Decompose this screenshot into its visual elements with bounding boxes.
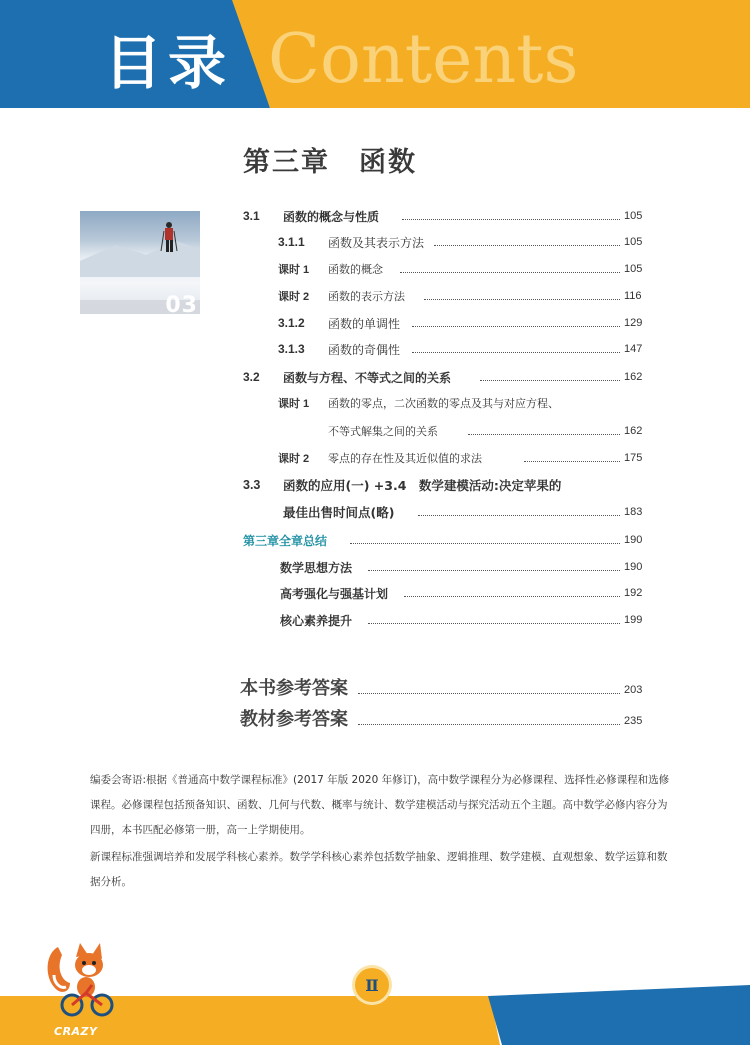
toc-label: 函数的概念: [328, 263, 383, 276]
toc-entry[interactable]: [278, 447, 482, 469]
toc-entry[interactable]: [278, 312, 400, 334]
toc-label: 函数的单调性: [328, 316, 401, 331]
answers-textbook-label: 教材参考答案: [240, 709, 348, 730]
toc-number: 3.2: [243, 370, 260, 384]
toc-label: 高考强化与强基计划: [280, 586, 389, 601]
editor-note-paragraph-2: 新课程标准强调培养和发展学科核心素养。数学学科核心素养包括数学抽象、逻辑推理、数学建模、直观想象、数学运算和数据分析。: [90, 851, 668, 888]
toc-number: 3.1: [243, 209, 260, 223]
toc-leader: [480, 379, 620, 381]
toc-leader: [368, 622, 620, 624]
toc-number: 3.3: [243, 478, 261, 492]
answers-textbook-entry[interactable]: [240, 705, 348, 731]
chapter-photo: [80, 211, 200, 314]
header-title: 目录: [104, 29, 233, 97]
answers-book-entry[interactable]: [240, 674, 348, 700]
header-contents-watermark: Contents: [268, 20, 579, 99]
toc-page: 162: [624, 425, 643, 437]
toc-leader: [358, 692, 620, 694]
editor-note-paragraph-1: 编委会寄语:根据《普通高中数学课程标准》(2017 年版 2020 年修订)，高中数学课程分为必修课程、选择性必修课程和选修课程。必修课程包括预备知识、函数、几何与代数、概率与统计、数学建模活动与探究活动五个主题。高中数学必修内容分为四册，本书匹配必修第一册，高一上学期使用。: [90, 774, 670, 836]
toc-label: 数学思想方法: [280, 560, 353, 575]
toc-number: 课时 1: [278, 398, 310, 410]
toc-entry-continued[interactable]: [328, 420, 438, 442]
toc-leader: [350, 542, 620, 544]
toc-page: 183: [624, 506, 643, 518]
toc-number: 3.1.3: [278, 342, 305, 356]
toc-number: 课时 2: [278, 453, 310, 465]
toc-label: 核心素养提升: [280, 613, 353, 628]
toc-label: 函数的概念与性质: [283, 209, 380, 224]
toc-label: 零点的存在性及其近似值的求法: [328, 452, 482, 465]
toc-page: 192: [624, 587, 643, 599]
toc-label: 函数的奇偶性: [328, 342, 401, 357]
toc-label: 函数的零点，二次函数的零点及其与对应方程、: [328, 397, 559, 410]
toc-page: 116: [624, 290, 642, 302]
toc-entry[interactable]: [243, 205, 379, 227]
answers-book-page: 203: [624, 684, 643, 696]
toc-page: 175: [624, 452, 643, 464]
toc-page: 147: [624, 343, 643, 355]
toc-entry-continued[interactable]: [283, 501, 394, 523]
toc-page: 105: [624, 263, 643, 275]
toc-number: 课时 2: [278, 291, 310, 303]
toc-label: 最佳出售时间点(略): [283, 505, 395, 520]
page-number-badge: Ⅱ: [355, 968, 389, 1002]
toc-leader: [468, 433, 620, 435]
toc-leader: [368, 569, 620, 571]
toc-entry[interactable]: [278, 231, 424, 253]
toc-label: 函数与方程、不等式之间的关系: [283, 370, 452, 385]
footer-blue-band: [488, 985, 750, 1045]
toc-label: 函数及其表示方法: [328, 235, 425, 250]
toc-number: 3.1.1: [278, 235, 305, 249]
toc-entry[interactable]: [280, 609, 352, 631]
toc-leader: [412, 325, 620, 327]
toc-page: 190: [624, 561, 643, 573]
toc-entry[interactable]: [243, 366, 451, 388]
toc-leader: [412, 351, 620, 353]
brand-text: CRAZY: [54, 1025, 98, 1038]
toc-leader: [358, 723, 620, 725]
toc-entry[interactable]: [278, 392, 559, 414]
toc-page: 105: [624, 236, 643, 248]
toc-label: 不等式解集之间的关系: [328, 425, 438, 438]
answers-textbook-page: 235: [624, 715, 643, 727]
climber-figure: [160, 221, 178, 257]
toc-entry[interactable]: [280, 556, 352, 578]
mountain-ridge: [80, 237, 200, 277]
toc-leader: [524, 460, 620, 462]
toc-label-summary: 第三章全章总结: [243, 533, 328, 548]
chapter-number: 03: [165, 293, 198, 314]
fox-mascot-icon: [40, 935, 130, 1025]
answers-book-label: 本书参考答案: [240, 678, 348, 699]
toc-number: 3.1.2: [278, 316, 305, 330]
toc-entry[interactable]: [243, 474, 561, 496]
toc-entry[interactable]: [280, 582, 388, 604]
toc-entry[interactable]: [243, 529, 327, 551]
toc-leader: [424, 298, 620, 300]
toc-page: 129: [624, 317, 643, 329]
toc-entry[interactable]: [278, 285, 405, 307]
toc-page: 199: [624, 614, 643, 626]
toc-page: 190: [624, 534, 643, 546]
toc-leader: [400, 271, 620, 273]
toc-label: 函数的表示方法: [328, 290, 405, 303]
toc-page: 105: [624, 210, 643, 222]
toc-page: 162: [624, 371, 643, 383]
toc-leader: [402, 218, 620, 220]
toc-entry[interactable]: [278, 258, 383, 280]
toc-number: 课时 1: [278, 264, 310, 276]
toc-label: 函数的应用(一) +3.4 数学建模活动:决定苹果的: [283, 478, 562, 493]
toc-leader: [404, 595, 620, 597]
chapter-title: 第三章 函数: [243, 147, 417, 178]
toc-leader: [434, 244, 620, 246]
toc-leader: [418, 514, 620, 516]
toc-entry[interactable]: [278, 338, 400, 360]
